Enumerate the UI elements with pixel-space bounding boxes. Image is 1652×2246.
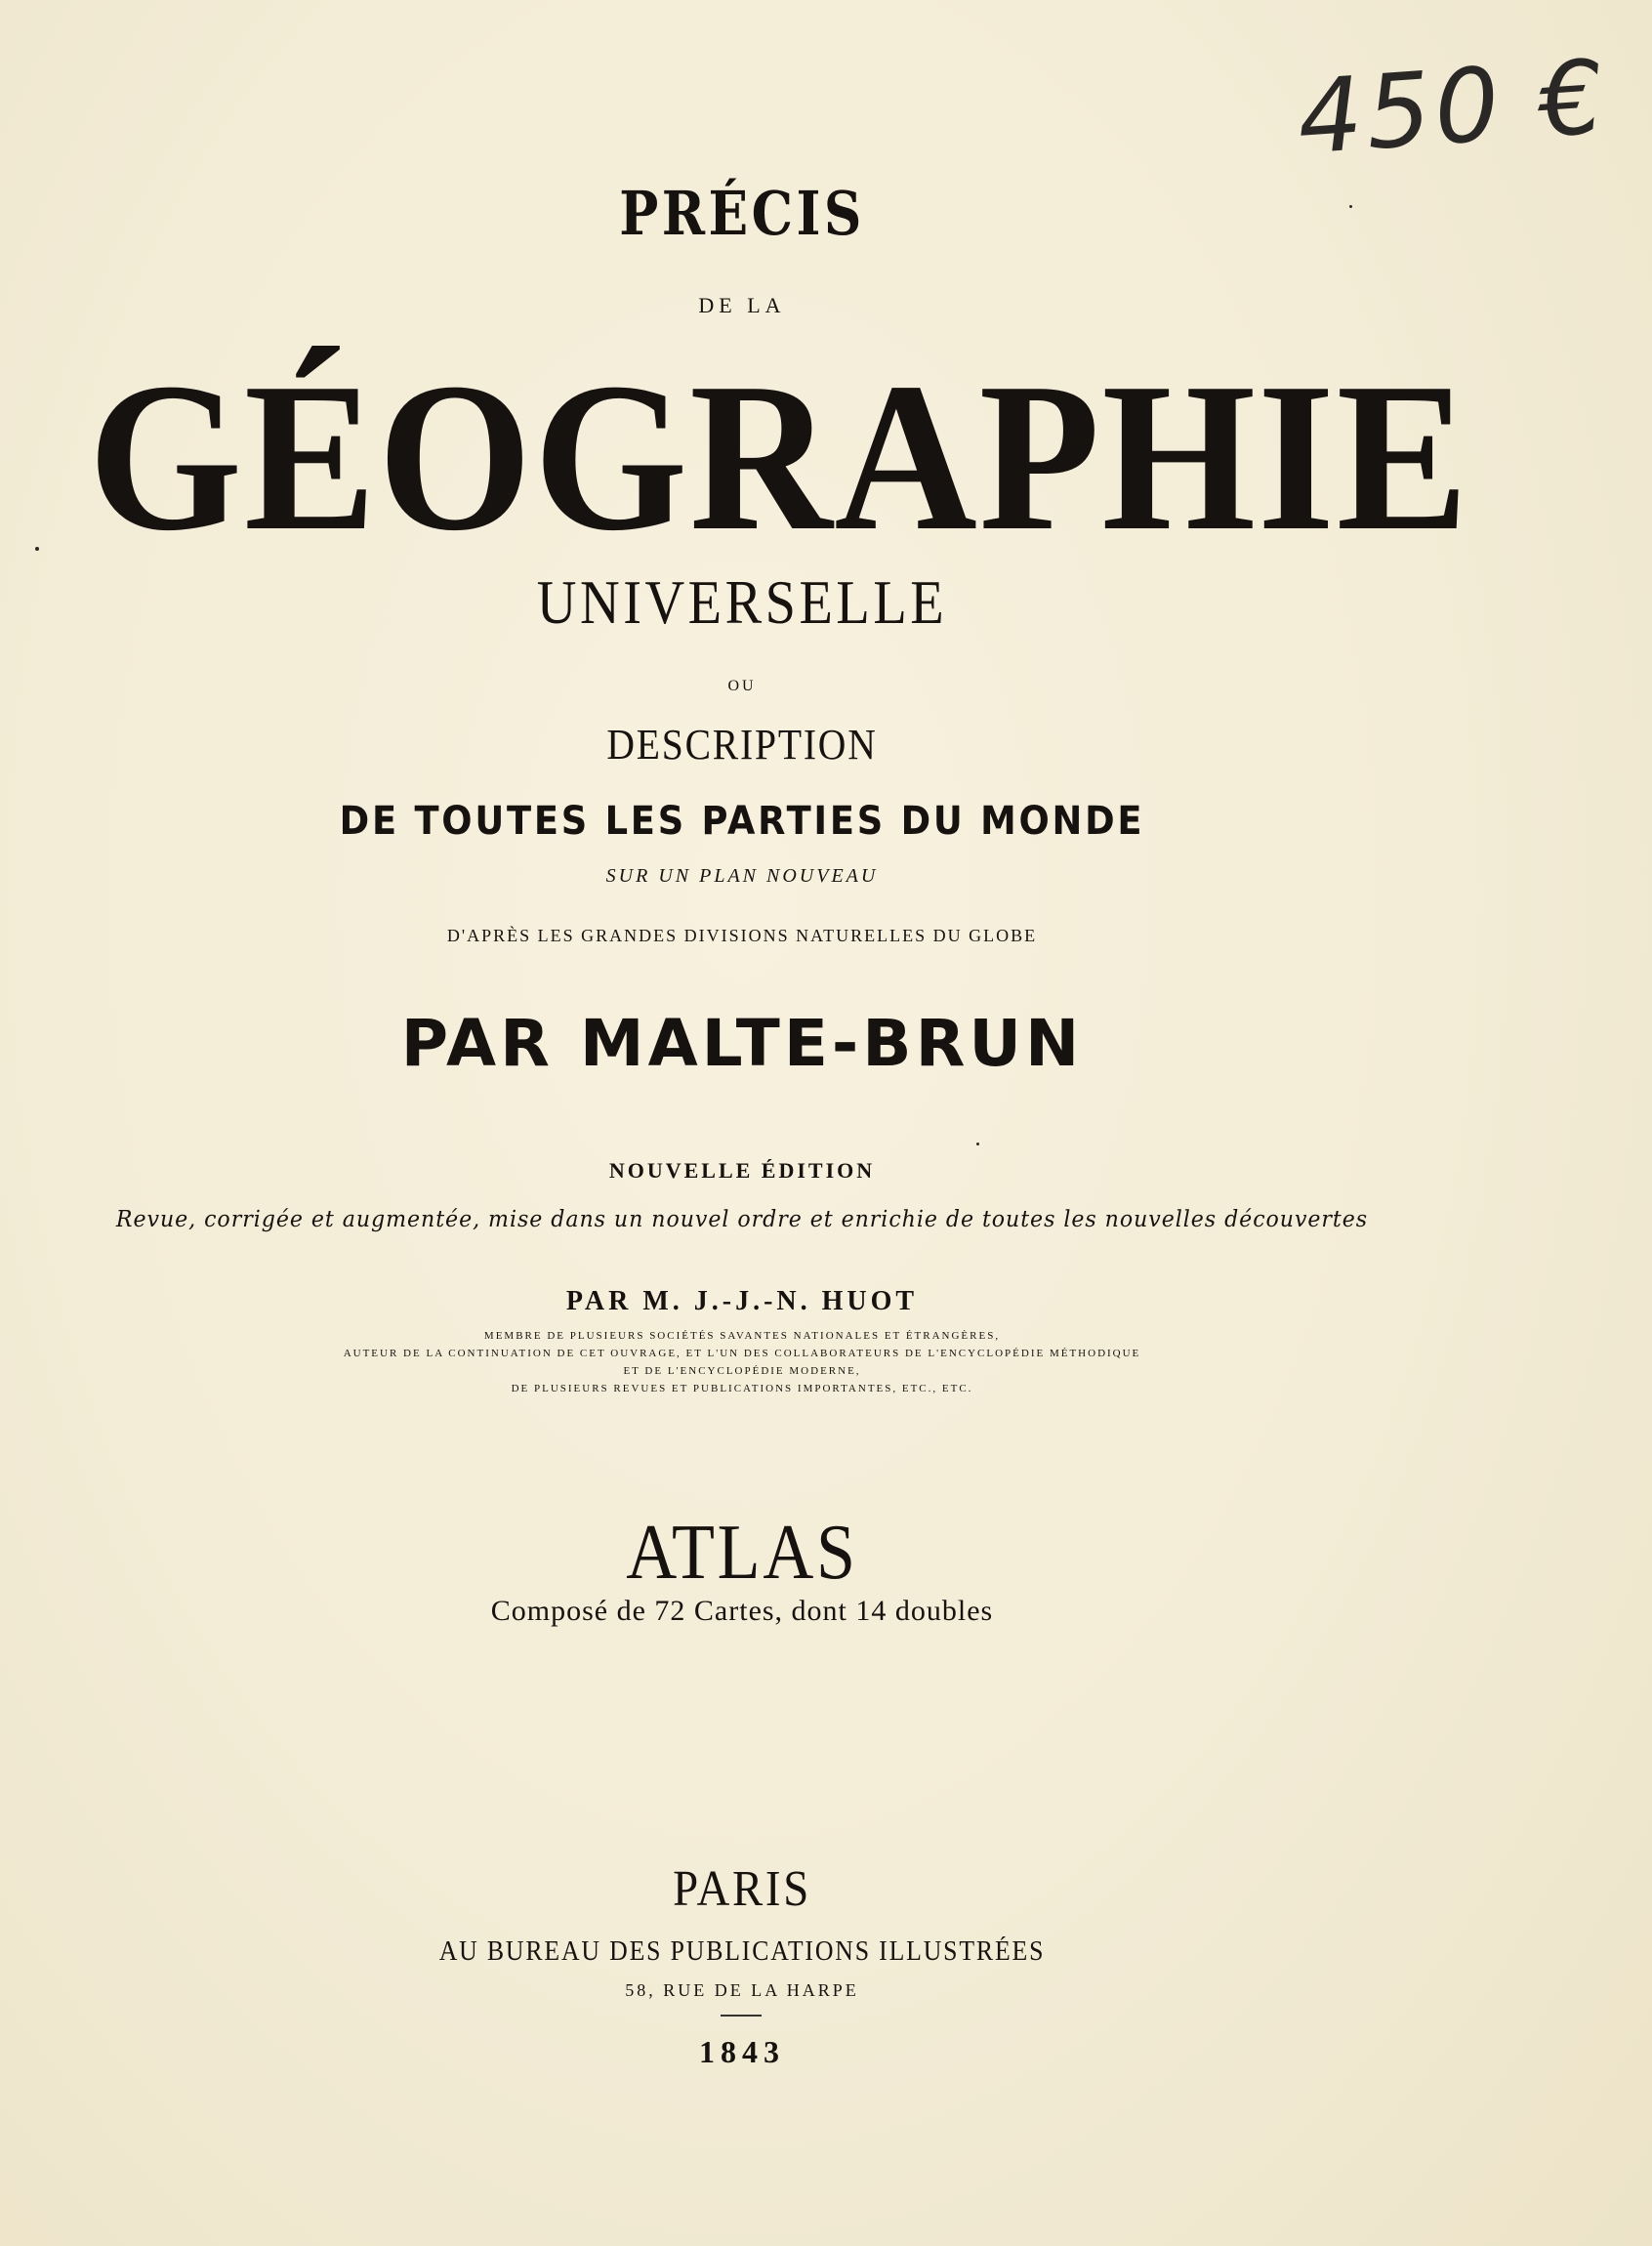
title-de-la: DE LA xyxy=(698,293,786,317)
atlas-heading: ATLAS xyxy=(626,1510,858,1596)
editor-credentials-line: ET DE L'ENCYCLOPÉDIE MODERNE, xyxy=(623,1365,861,1377)
title-universelle: UNIVERSELLE xyxy=(536,567,948,637)
editor-credentials-line: AUTEUR DE LA CONTINUATION DE CET OUVRAGE, ET L'UN DES COLLABORATEURS DE L'ENCYCLOPÉDIE MÉTHODIQUE xyxy=(343,1348,1141,1359)
subtitle-parties-du-monde: DE TOUTES LES PARTIES DU MONDE xyxy=(339,799,1145,844)
author-line: PAR MALTE-BRUN xyxy=(400,1006,1084,1081)
subtitle-divisions: D'APRÈS LES GRANDES DIVISIONS NATURELLES DU GLOBE xyxy=(446,926,1038,945)
imprint-address: 58, RUE DE LA HARPE xyxy=(625,1980,859,2000)
imprint-publisher: AU BUREAU DES PUBLICATIONS ILLUSTRÉES xyxy=(438,1936,1046,1967)
paper-speck xyxy=(976,1143,979,1145)
title-description: DESCRIPTION xyxy=(606,721,878,769)
imprint-city: PARIS xyxy=(673,1861,811,1917)
paper-speck xyxy=(35,547,39,551)
revision-line: Revue, corrigée et augmentée, mise dans un nouvel ordre et enrichie de toutes les nouvelles découvertes xyxy=(115,1207,1369,1232)
editor-line: PAR M. J.-J.-N. HUOT xyxy=(565,1286,919,1316)
imprint-year: 1843 xyxy=(699,2034,785,2069)
editor-credentials-line: DE PLUSIEURS REVUES ET PUBLICATIONS IMPORTANTES, ETC., ETC. xyxy=(511,1383,973,1394)
edition-line: NOUVELLE ÉDITION xyxy=(608,1158,876,1183)
title-ou: OU xyxy=(727,678,757,694)
title-geographie: GÉOGRAPHIE xyxy=(88,340,1470,575)
imprint-divider xyxy=(721,2015,762,2017)
atlas-description: Composé de 72 Cartes, dont 14 doubles xyxy=(490,1595,994,1627)
editor-credentials-line: MEMBRE DE PLUSIEURS SOCIÉTÉS SAVANTES NATIONALES ET ÉTRANGÈRES, xyxy=(483,1330,1001,1342)
handwritten-price-note: 450 € xyxy=(1294,36,1612,178)
paper-speck xyxy=(1349,205,1352,208)
title-precis: PRÉCIS xyxy=(619,178,865,249)
subtitle-plan-nouveau: SUR UN PLAN NOUVEAU xyxy=(605,865,879,887)
